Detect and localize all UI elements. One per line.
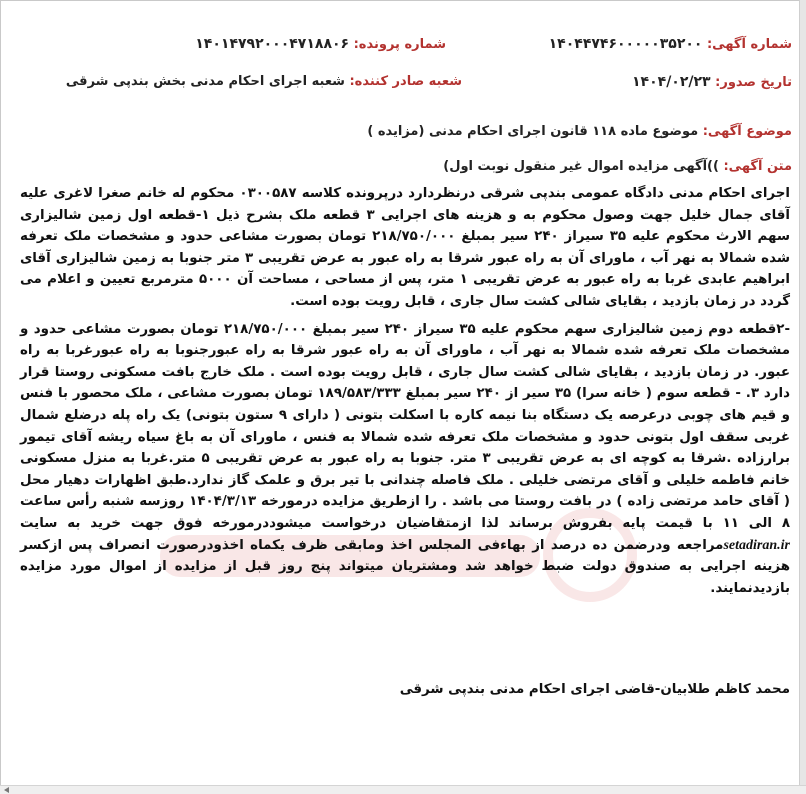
subject-row xyxy=(367,124,792,139)
issuer-row xyxy=(66,74,462,89)
case-number-row xyxy=(195,36,446,52)
case-number-label: شماره پرونده: xyxy=(353,37,446,52)
subject-label: موضوع آگهی: xyxy=(702,124,792,139)
issue-date: ۱۴۰۴/۰۲/۲۳ xyxy=(632,74,711,90)
horizontal-scrollbar[interactable] xyxy=(0,785,806,794)
scroll-left-arrow-icon[interactable] xyxy=(4,787,9,793)
website-link[interactable]: setadiran.ir xyxy=(723,537,790,553)
issue-date-row xyxy=(632,74,792,90)
notice-text-row xyxy=(443,159,792,174)
notice-title: ))آگهی مزایده اموال غیر منقول نوبت اول) xyxy=(443,159,719,174)
paragraph-2a: -۲قطعه دوم زمین شالیزاری سهم محکوم علیه ۳۵ سیراز ۲۴۰ سیر بمبلغ ۲۱۸/۷۵۰/۰۰۰ تومان بصورت مشاعی حدود و مشخصات ملک تعرفه شده شمالا به نهر آب ، ماورای آن به راه عبور شرقا به راه عبورجنوبا به راه عبورغربا به راه عبور. در زمان بازدید ، بقایای شالی کشت سال جاری ، قابل رویت بوده است . ملک خارج بافت مسکونی روستا قرار دارد ۳. - قطعه سوم ( خانه سرا) ۳۵ سیر از ۲۴۰ سیر بمبلغ ۱۸۹/۵۸۳/۳۳۳ تومان بصورت مشاعی ، ملک محصور با فنس و قیم های چوبی درعرصه یک دستگاه بنا نیمه کاره با اسکلت بتونی ( دارای ۹ ستون بتونی) یک راه پله درضلع شمال غربی سقف اول بتونی حدود و مشخصات ملک تعرفه شده شمالا به فنس ، ماورای آن به باغ سیاه ریشه آقای تیمور برارزاده .شرقا به کوچه ای به عرض تقریبی ۳ متر. جنوبا به راه عبور به عرض تقریبی ۵ متر.غربا به منزل مسکونی خانم فاطمه خلیلی و آقای مرتضی خلیلی . ملک فاصله چندانی با تیر برق و علمک گاز ندارد.طبق اظهارات دهیار محل ( آقای حامد مرتضی زاده ) در بافت روستا می باشد . را ازطریق مزایده درمورخه ۱۴۰۴/۳/۱۳ روزسه شنبه رأس ساعت ۸ الی ۱۱ با قیمت پایه بفروش برساند لذا ازمتقاضیان درخواست میشوددرمورخه فوق جهت خرید به سایت xyxy=(20,321,790,531)
paragraph-1: اجرای احکام مدنی دادگاه عمومی بندپی شرقی درنظردارد درپرونده کلاسه ۰۳۰۰۵۸۷ محکوم له خانم صغرا لاغری علیه آقای جمال خلیل جهت وصول محکوم به و هزینه های اجرایی ۳ قطعه ملک بشرح ذیل ۱-قطعه اول زمین شالیزاری سهم الارث محکوم علیه ۳۵ سیراز ۲۴۰ سیر بمبلغ ۲۱۸/۷۵۰/۰۰۰ تومان بصورت مشاعی حدود و مشخصات ملک تعرفه شده شمالا به نهر آب ، ماورای آن به راه عبور شرقا به راه عبور به عرض تقریبی ۳ متر جنوبا به زمین شالیزاری آقای ابراهیم عابدی غربا به راه عبور به عرض تقریبی ۱ متر، پس از مساحی ، مساحت آن ۵۰۰۰ مترمربع تعیین و اعلام می گردد در زمان بازدید ، بقایای شالی کشت سال جاری ، قابل رویت بوده است. xyxy=(20,186,790,309)
case-number: ۱۴۰۱۴۷۹۲۰۰۰۴۷۱۸۸۰۶ xyxy=(195,36,350,52)
notice-number: ۱۴۰۴۴۷۴۶۰۰۰۰۰۳۵۲۰۰ xyxy=(548,36,703,52)
notice-number-label: شماره آگهی: xyxy=(706,37,792,52)
notice-body xyxy=(20,183,790,605)
paragraph-2b: مراجعه ودرضمن ده درصد از بهاءفی المجلس اخذ ومابقی ظرف یکماه اخذودرصورت انصراف پس ازکسر هزینه اجرایی به صندوق دولت ضبط خواهد شد ومشتریان میتواند پنج روز قبل از مزایده از اموال مورد مزایده بازدیدنمایند. xyxy=(20,537,790,596)
issue-date-label: تاریخ صدور: xyxy=(715,75,792,90)
paragraph-2 xyxy=(20,319,790,600)
notice-number-row xyxy=(549,36,792,52)
subject-value: موضوع ماده ۱۱۸ قانون اجرای احکام مدنی (مزایده ) xyxy=(367,124,699,139)
signature: محمد کاظم طلابیان-قاضی اجرای احکام مدنی بندپی شرقی xyxy=(399,682,790,697)
issuer: شعبه اجرای احکام مدنی بخش بندپی شرقی xyxy=(65,74,345,89)
vertical-scrollbar[interactable] xyxy=(799,0,806,794)
notice-text-label: متن آگهی: xyxy=(723,159,792,174)
issuer-label: شعبه صادر کننده: xyxy=(349,74,462,89)
